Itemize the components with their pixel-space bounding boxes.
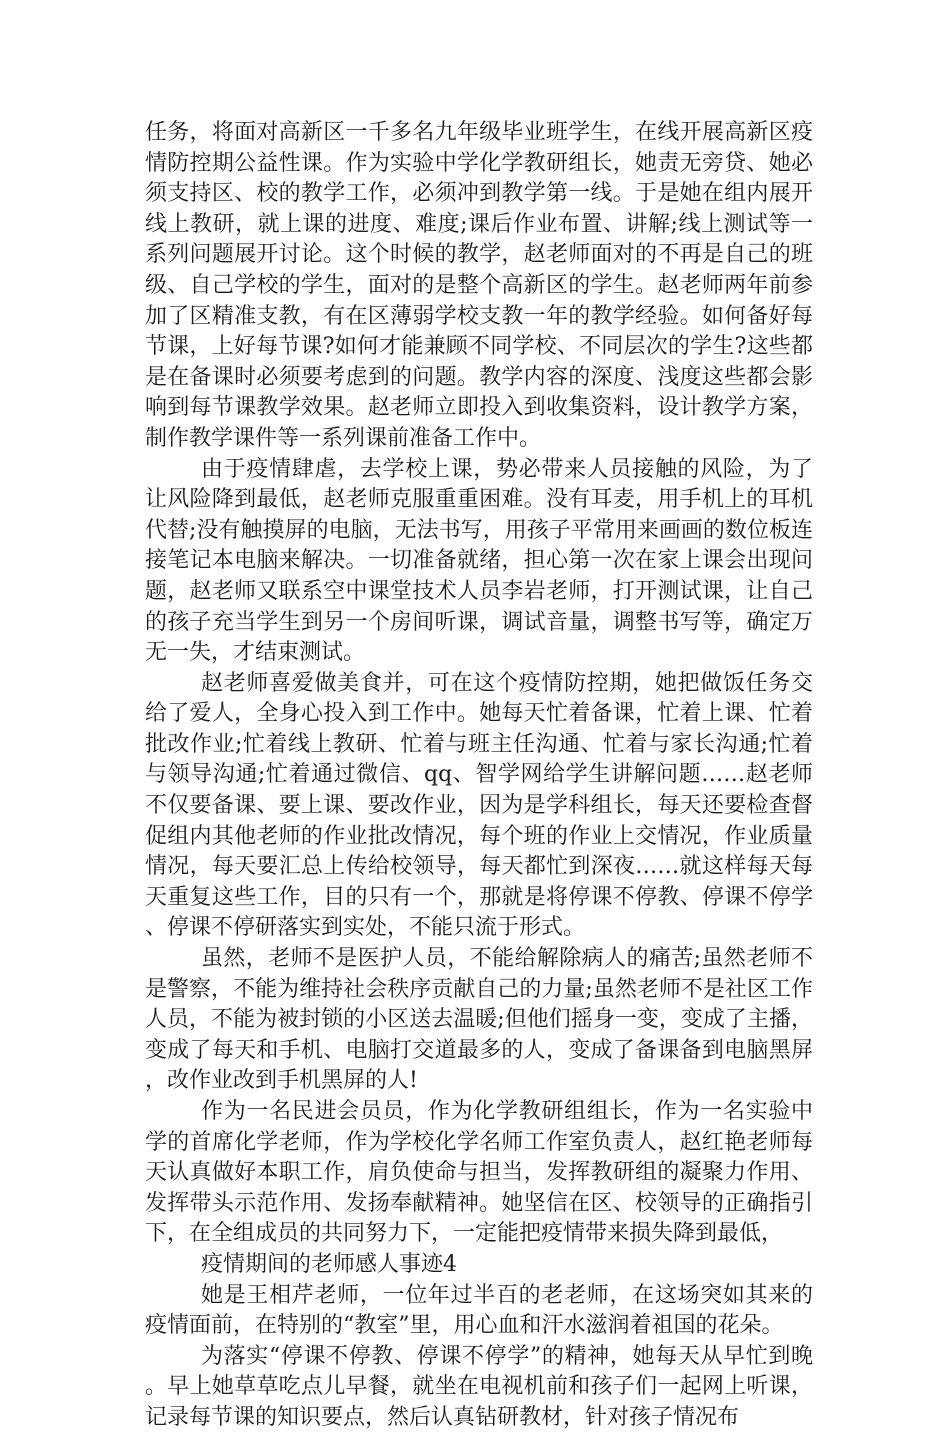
paragraph-5: 作为一名民进会员员，作为化学教研组组长，作为一名实验中学的首席化学老师，作为学校化学名师工作室负责人，赵红艳老师每天认真做好本职工作，肩负使命与担当，发挥教研组的凝聚力作用、发挥带头示范作用、发扬奉献精神。她坚信在区、校领导的正确指引下，在全组成员的共同努力下，一定能把疫情带来损失降到最低， [145,1099,813,1247]
paragraph-2: 由于疫情肆虐，去学校上课，势必带来人员接触的风险，为了让风险降到最低，赵老师克服重重困难。没有耳麦，用手机上的耳机代替;没有触摸屏的电脑，无法书写，用孩子平常用来画画的数位板连接笔记本电脑来解决。一切准备就绪，担心第一次在家上课会出现问题，赵老师又联系空中课堂技术人员李岩老师，打开测试课，让自己的孩子充当学生到另一个房间听课，调试音量，调整书写等，确定万无一失，才结束测试。 [145,456,813,666]
document-body [145,118,813,1434]
paragraph-3: 赵老师喜爱做美食并，可在这个疫情防控期，她把做饭任务交给了爱人，全身心投入到工作中。她每天忙着备课，忙着上课、忙着批改作业;忙着线上教研、忙着与班主任沟通、忙着与家长沟通;忙着与领导沟通;忙着通过微信、qq、智学网给学生讲解问题……赵老师不仅要备课、要上课、要改作业，因为是学科组长，每天还要检查督促组内其他老师的作业批改情况，每个班的作业上交情况，作业质量情况，每天要汇总上传给校领导，每天都忙到深夜……就这样每天每天重复这些工作，目的只有一个，那就是将停课不停教、停课不停学、停课不停研落实到实处，不能只流于形式。 [145,670,813,941]
paragraph-4: 虽然，老师不是医护人员，不能给解除病人的痛苦;虽然老师不是警察，不能为维持社会秩序贡献自己的力量;虽然老师不是社区工作人员，不能为被封锁的小区送去温暖;但他们摇身一变，变成了主播，变成了每天和手机、电脑打交道最多的人，变成了备课备到电脑黑屏，改作业改到手机黑屏的人! [145,946,813,1094]
paragraph-6: 她是王相芹老师，一位年过半百的老老师，在这场突如其来的疫情面前，在特别的“教室”里，用心血和汗水滋润着祖国的花朵。 [145,1282,813,1339]
paragraph-1: 任务，将面对高新区一千多名九年级毕业班学生，在线开展高新区疫情防控期公益性课。作为实验中学化学教研组长，她责无旁贷、她必须支持区、校的教学工作，必须冲到教学第一线。于是她在组内展开线上教研，就上课的进度、难度;课后作业布置、讲解;线上测试等一系列问题展开讨论。这个时候的教学，赵老师面对的不再是自己的班级、自己学校的学生，面对的是整个高新区的学生。赵老师两年前参加了区精准支教，有在区薄弱学校支教一年的教学经验。如何备好每节课，上好每节课?如何才能兼顾不同学校、不同层次的学生?这些都是在备课时必须要考虑到的问题。教学内容的深度、浅度这些都会影响到每节课教学效果。赵老师立即投入到收集资料，设计教学方案，制作教学课件等一系列课前准备工作中。 [145,120,813,451]
section-heading: 疫情期间的老师感人事迹4 [201,1251,457,1277]
paragraph-7: 为落实“停课不停教、停课不停学”的精神，她每天从早忙到晚。早上她草草吃点儿早餐，就坐在电视机前和孩子们一起网上听课，记录每节课的知识要点，然后认真钻研教材，针对孩子情况布 [145,1343,813,1430]
